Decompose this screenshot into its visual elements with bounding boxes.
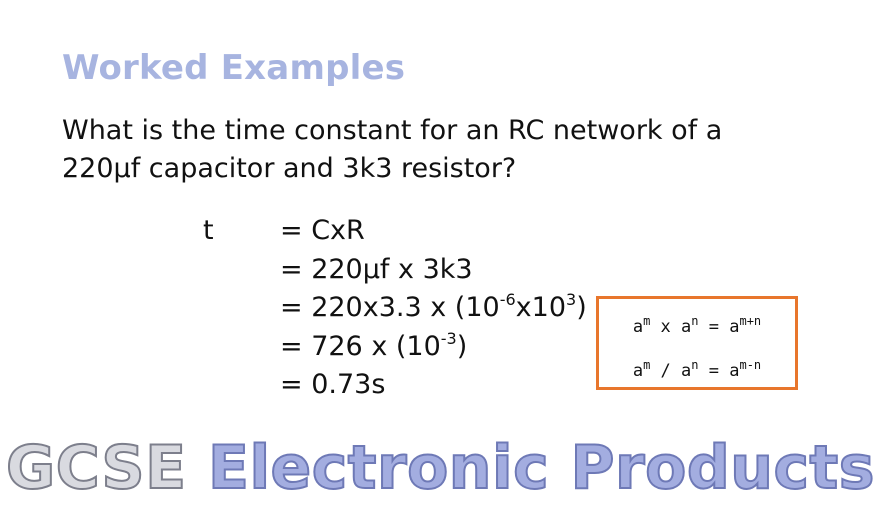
gcse-electronic-products-logo [6,433,875,503]
step-3-suffix: ) [576,292,587,323]
rule-2-base-1: a [632,361,644,381]
rule-2-exp-2: n [691,358,699,372]
exponent-rules-box [596,296,798,390]
question-line-1: What is the time constant for an RC network of a [62,115,723,146]
step-4-suffix: ) [456,330,468,362]
logo-word-gcse: GCSE [6,433,187,503]
rule-2-exp-1: m [643,358,651,372]
step-2: = 220µf x 3k3 [280,253,473,285]
step-4 [280,328,587,367]
rule-1-base-3: a [729,317,740,337]
rule-2-base-3: a [729,361,740,381]
step-5: = 0.73s [280,369,386,400]
step-4-exponent: -3 [440,328,457,348]
step-1: = CxR [280,215,365,246]
rule-2-exp-3: m-n [739,358,762,372]
rule-1-exp-3: m+n [739,314,762,328]
question-line-2: 220µf capacitor and 3k3 resistor? [62,153,517,184]
working-steps [280,212,587,405]
step-3-exponent-1: -6 [499,290,516,309]
rule-2-base-2: a [681,361,692,381]
slide-title: Worked Examples [62,48,406,88]
rule-1-exp-2: n [691,314,699,328]
question-text [62,112,802,188]
rule-2-operator: / [650,361,682,381]
variable-t: t [203,215,214,246]
step-3-middle: x10 [515,292,566,323]
rule-1-exp-1: m [643,314,651,328]
logo-word-electronic: Electronic [207,433,550,503]
step-4-prefix: = 726 x (10 [280,330,441,362]
step-3-prefix: = 220x3.3 x (10 [280,292,500,323]
logo-word-products: Products [570,433,875,503]
rule-1-operator: x [650,317,682,337]
exponent-rule-multiply [599,314,795,337]
rule-1-equals: = [698,317,730,337]
exponent-rule-divide [599,358,795,381]
rule-2-equals: = [698,361,730,381]
rule-1-base-2: a [681,317,692,337]
rule-1-base-1: a [632,317,644,337]
step-3-exponent-2: 3 [566,290,577,309]
step-3 [280,289,587,328]
